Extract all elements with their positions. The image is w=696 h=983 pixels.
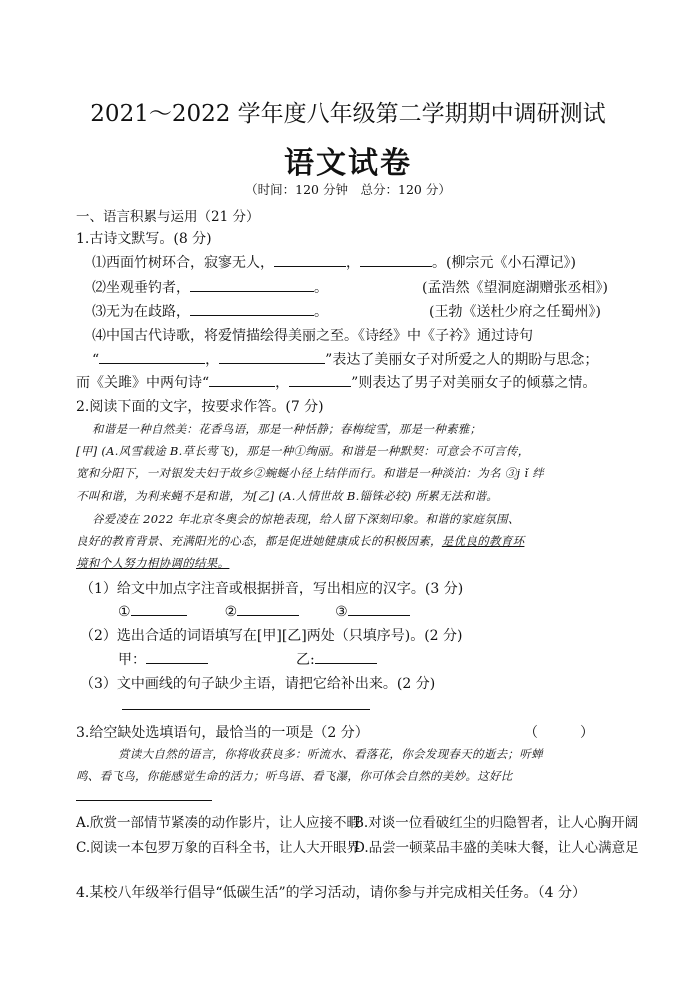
quote-open: “ — [92, 352, 100, 368]
label-yi: 乙: — [296, 652, 315, 668]
q1-line4: ⑷中国古代诗歌，将爱情描绘得美丽之至。《诗经》中《子衿》通过诗句 — [92, 328, 533, 344]
q1-line1 — [92, 252, 576, 272]
passage-line: 宽和分阳下，一对银发夫妇于故乡②蜿蜒小径上结伴而行。和谐是一种淡泊：为名 ③j ǐ 绊 — [76, 466, 545, 480]
passage-line: 赏读大自然的语言，你将收获良多：听流水、看落花，你会发现春天的逝去；听蝉 — [118, 747, 543, 761]
q3-answer-paren[interactable]: （ ） — [524, 725, 594, 741]
section-heading: 一、语言积累与运用（21 分） — [76, 209, 260, 225]
answer-line[interactable] — [76, 800, 212, 801]
q2-sub3: （3）文中画线的句子缺少主语，请把它给补出来。(2 分) — [80, 676, 436, 692]
answer-blank[interactable] — [289, 372, 351, 387]
q1-line6 — [76, 372, 596, 392]
q1-line3-end: 。 — [314, 304, 328, 320]
q2-sub2: （2）选出合适的词语填写在[甲][乙]两处（只填序号)。(2 分) — [80, 628, 463, 644]
answer-blank[interactable] — [237, 601, 299, 616]
passage-line: 谷爱凌在 2022 年北京冬奥会的惊艳表现，给人留下深刻印象。和谐的家庭氛围、 — [92, 512, 520, 526]
q1-line6-end: ”则表达了男子对美丽女子的倾慕之情。 — [351, 375, 597, 391]
q1-title: 1.古诗文默写。(8 分) — [76, 231, 212, 247]
passage-line: 不叫和谐，为利来蝇不是和谐，为[乙] (A.人情世故 B.锱铢必较) 所累无法和谐。 — [76, 489, 499, 503]
q1-line2-source: (孟浩然《望洞庭湖赠张丞相》) — [422, 280, 608, 296]
q1-line2-text: ⑵坐观垂钓者， — [92, 280, 190, 296]
q1-line5-text: ”表达了美丽女子对所爱之人的期盼与思念； — [325, 352, 599, 368]
q2-sub2-answers — [118, 649, 377, 669]
underlined-sentence: 是优良的教育环 — [441, 534, 525, 548]
passage-line — [76, 533, 524, 549]
answer-blank[interactable] — [360, 252, 432, 267]
q1-line3-text: ⑶无为在歧路， — [92, 304, 190, 320]
q1-line6-text: 而《关雎》中两句诗“ — [76, 375, 210, 391]
answer-blank[interactable] — [219, 349, 325, 364]
answer-blank[interactable] — [131, 601, 187, 616]
answer-blank[interactable] — [146, 649, 208, 664]
q4-title: 4.某校八年级举行倡导“低碳生活”的学习活动，请你参与并完成相关任务。（4 分） — [76, 885, 587, 901]
passage-line: 鸣、看飞鸟，你能感觉生命的活力；听鸟语、看飞瀑，你可体会自然的美妙。这好比 — [76, 769, 513, 783]
answer-blank[interactable] — [315, 649, 377, 664]
q1-line6-sep: ， — [275, 375, 290, 391]
option-b[interactable]: B.对谈一位看破红尘的归隐智者，让人心胸开阔 — [354, 815, 639, 831]
exam-title: 2021～2022 学年度八年级第二学期期中调研测试 — [90, 101, 606, 127]
answer-blank[interactable] — [348, 601, 410, 616]
label-jia: 甲： — [118, 652, 146, 668]
subject-title: 语文试卷 — [284, 146, 412, 181]
q1-line1-source: 。(柳宗元《小石潭记》) — [432, 255, 576, 271]
answer-blank[interactable] — [99, 349, 205, 364]
exam-info: （时间：120 分钟 总分：120 分） — [245, 182, 451, 197]
underlined-sentence: 境和个人努力相协调的结果。 — [76, 556, 230, 570]
answer-blank[interactable] — [190, 277, 314, 292]
mark-1: ① — [118, 604, 131, 620]
q2-sub1-answers — [118, 601, 410, 620]
q1-line2 — [92, 277, 328, 297]
answer-blank[interactable] — [209, 372, 275, 387]
q1-line3-source: (王勃《送杜少府之任蜀州》) — [429, 304, 601, 320]
q1-line3 — [92, 301, 328, 321]
q1-line1-sep: ， — [346, 255, 360, 271]
q1-line1-text: ⑴西面竹树环合，寂寥无人， — [92, 255, 274, 271]
option-a[interactable]: A.欣赏一部情节紧凑的动作影片，让人应接不暇 — [76, 815, 361, 831]
passage-line: [甲] (A.风雪载途 B.草长莺飞)，那是一种①绚丽。和谐是一种默契：可意会不可言传， — [76, 444, 530, 458]
mark-3: ③ — [335, 604, 348, 620]
q1-line2-end: 。 — [314, 280, 328, 296]
q2-title: 2.阅读下面的文字，按要求作答。(7 分) — [76, 399, 324, 415]
answer-blank[interactable] — [274, 252, 346, 267]
option-c[interactable]: C.阅读一本包罗万象的百科全书，让人大开眼界 — [76, 840, 361, 856]
answer-line[interactable] — [122, 709, 370, 710]
option-d[interactable]: D.品尝一顿菜品丰盛的美味大餐，让人心满意足 — [354, 840, 639, 856]
q2-sub1: （1）给文中加点字注音或根据拼音，写出相应的汉字。(3 分) — [80, 581, 464, 597]
q3-title: 3.给空缺处选填语句，最恰当的一项是（2 分） — [76, 725, 369, 741]
answer-blank[interactable] — [190, 301, 314, 316]
q1-line5 — [92, 349, 598, 369]
passage-line: 和谐是一种自然美：花香鸟语，那是一种恬静；春梅绽雪，那是一种素雅； — [92, 422, 482, 436]
mark-2: ② — [224, 604, 238, 620]
q1-line5-sep: ， — [205, 352, 220, 368]
passage-text: 良好的教育背景、充满阳光的心态，都是促进她健康成长的积极因素， — [76, 534, 442, 548]
